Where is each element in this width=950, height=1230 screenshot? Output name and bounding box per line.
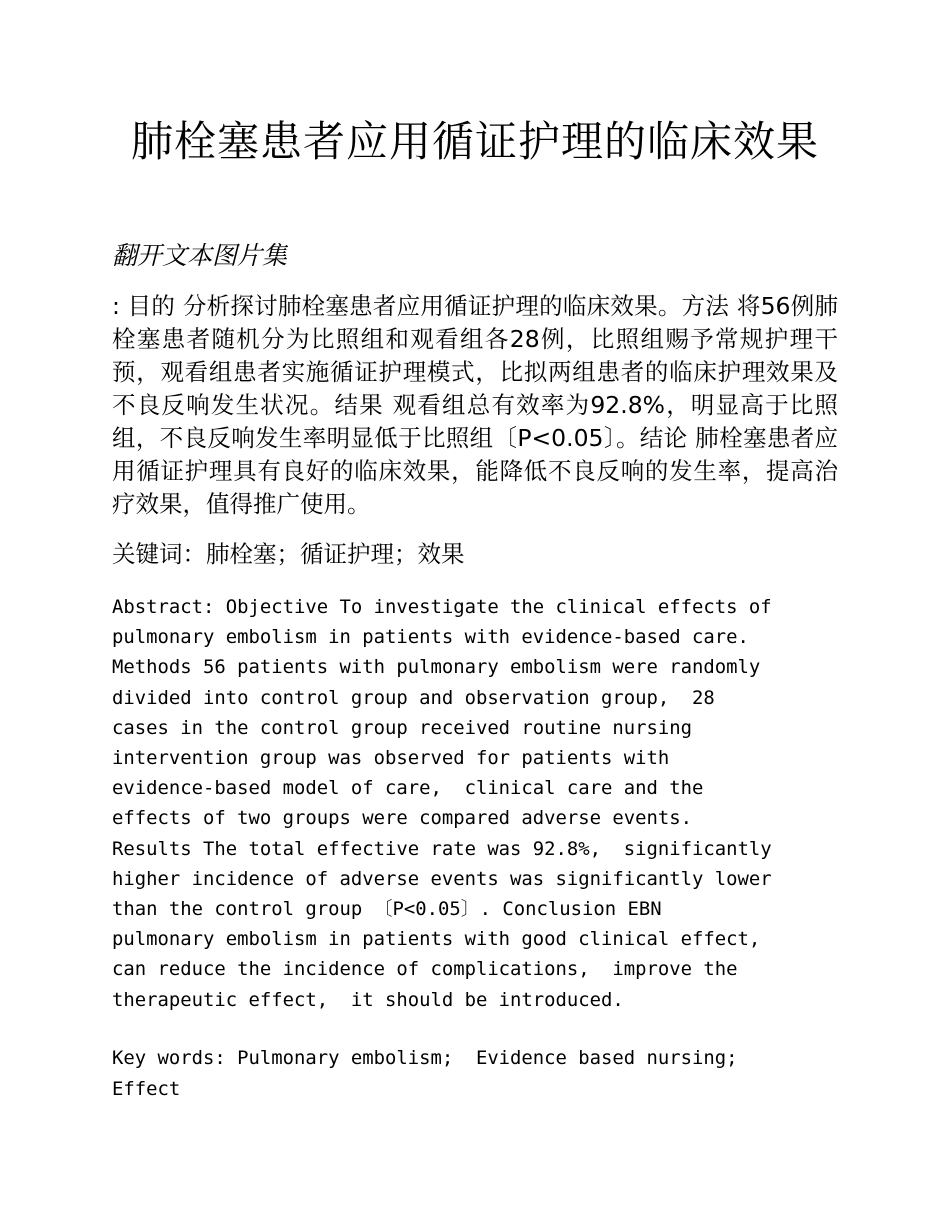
chinese-keywords: 关键词：肺栓塞；循证护理；效果 bbox=[112, 540, 465, 568]
page-title: 肺栓塞患者应用循证护理的临床效果 bbox=[130, 117, 819, 166]
english-abstract: Abstract: Objective To investigate the clinical effects of pulmonary embolism in patients with evidence-based care. Methods 56 patients with pulmonary embolism were randomly divided into control group and observation group, 28 cases in the control group received routine nursing intervention group was observed for patients with evidence-based model of care, clinical care and the effects of two groups were compared adverse events. Results The total effective rate was 92.8%, significantly higher incidence of adverse events was significantly lower than the control group 〔P<0.05〕. Conclusion EBN pulmonary embolism in patients with good clinical effect, can reduce the incidence of complications, improve the therapeutic effect, it should be introduced. bbox=[112, 596, 772, 1011]
image-set-subtitle: 翻开文本图片集 bbox=[112, 241, 288, 270]
chinese-abstract: : 目的 分析探讨肺栓塞患者应用循证护理的临床效果。方法 将56例肺栓塞患者随机分为比照组和观看组各28例，比照组赐予常规护理干预，观看组患者实施循证护理模式，比拟两组患者的临床护理效果及不良反响发生状况。结果 观看组总有效率为92.8%，明显高于比照组，不良反响发生率明显低于比照组〔P<0.05〕。结论 肺栓塞患者应用循证护理具有良好的临床效果，能降低不良反响的发生率，提高治疗效果，值得推广使用。 bbox=[112, 292, 838, 518]
english-keywords: Key words: Pulmonary embolism; Evidence based nursing; Effect bbox=[112, 1047, 738, 1100]
